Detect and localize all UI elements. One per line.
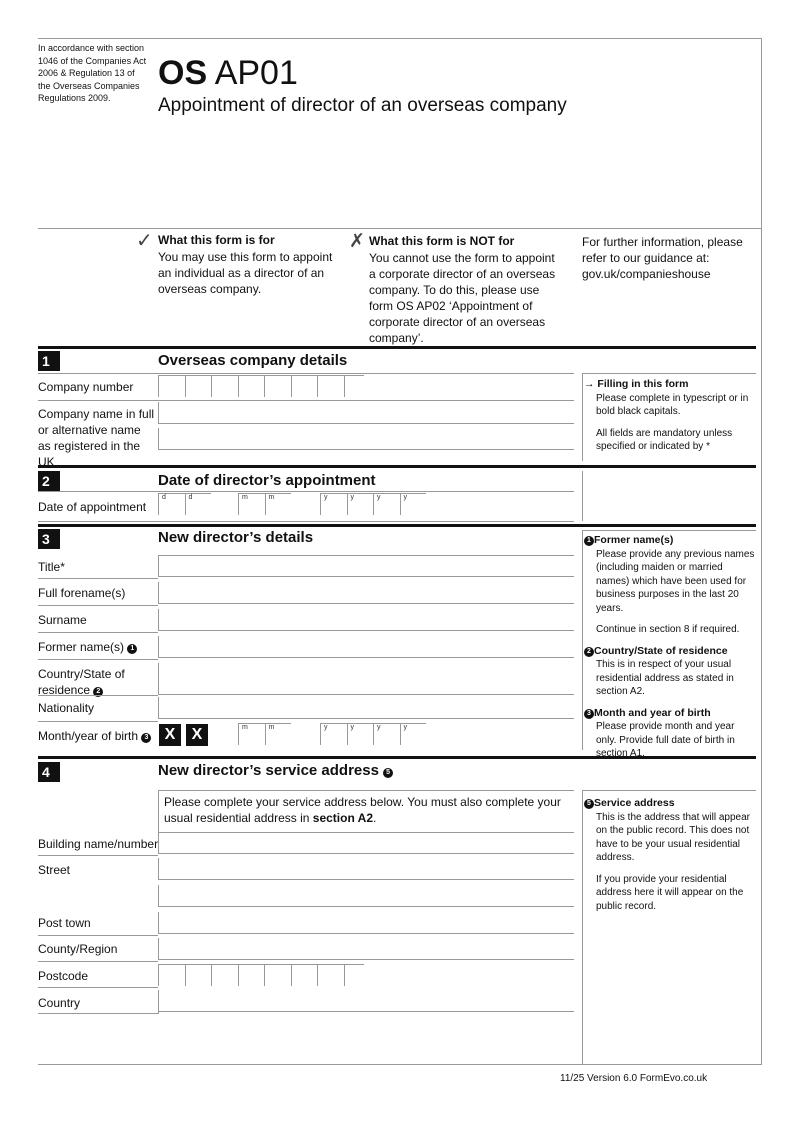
form-title: Appointment of director of an overseas company xyxy=(158,95,567,116)
section-2-number: 2 xyxy=(38,471,60,491)
note-service-text-1: This is the address that will appear on the public record. This does not have to be your usual residential address. xyxy=(596,811,750,863)
not-for-text: You cannot use the form to appoint a corporate director of an overseas company. To do this, please use form OS AP02 ‘Appointment of corporate director of an overseas company’. xyxy=(369,251,556,345)
arrow-icon: → xyxy=(584,378,598,390)
filling-in-note xyxy=(584,378,756,454)
former-names-label: Former name(s) 1 xyxy=(38,639,137,655)
note-former-text: Please provide any previous names (including maiden or married names) which have been used for business purposes in the last 20 years. xyxy=(596,548,755,614)
cross-icon: ✗ xyxy=(349,231,365,252)
post-town-label: Post town xyxy=(38,916,91,930)
note-former-heading: Former name(s) xyxy=(594,534,674,546)
company-name-field-2[interactable] xyxy=(158,428,574,450)
section-3-number: 3 xyxy=(38,529,60,549)
post-town-field[interactable] xyxy=(158,912,574,934)
building-field[interactable] xyxy=(158,832,574,854)
dob-label: Month/year of birth 3 xyxy=(38,728,151,744)
dob-day-mask-2: X xyxy=(186,724,208,746)
forenames-field[interactable] xyxy=(158,582,574,604)
section-1-number: 1 xyxy=(38,351,60,371)
note-country-heading: Country/State of residence xyxy=(594,644,728,657)
what-for-text: You may use this form to appoint an individual as a director of an overseas company. xyxy=(158,250,333,296)
section-2-title: Date of director’s appointment xyxy=(158,472,376,489)
footnote-5-note-icon: 5 xyxy=(584,799,594,809)
section-3-notes xyxy=(584,534,756,761)
postcode-label: Postcode xyxy=(38,969,89,983)
dob-day-mask-1: X xyxy=(159,724,181,746)
filling-in-text-1: Please complete in typescript or in bold black capitals. xyxy=(596,392,749,417)
legal-reference: In accordance with section 1046 of the Companies Act 2006 & Regulation 13 of the Overseas Companies Regulations 2009. xyxy=(38,43,147,103)
info-box xyxy=(582,234,752,282)
title-field[interactable] xyxy=(158,555,574,577)
country-field[interactable] xyxy=(158,990,574,1012)
company-number-label: Company number xyxy=(38,380,134,394)
check-icon: ✓ xyxy=(136,230,153,252)
surname-field[interactable] xyxy=(158,609,574,631)
postcode-input[interactable] xyxy=(158,964,364,986)
footnote-3-icon: 3 xyxy=(141,733,151,743)
section-4-title: New director’s service address 5 xyxy=(158,762,393,779)
footnote-1-icon: 1 xyxy=(127,644,137,654)
form-number: AP01 xyxy=(214,54,298,92)
footnote-2-note-icon: 2 xyxy=(584,647,594,657)
service-address-note xyxy=(584,797,756,913)
nationality-field[interactable] xyxy=(158,697,574,719)
service-address-instruction: Please complete your service address below. You must also complete your usual residential address in section A2. xyxy=(164,795,561,825)
note-service-text-2: If you provide your residential address here it will appear on the public record. xyxy=(596,873,744,912)
footnote-1-note-icon: 1 xyxy=(584,536,594,546)
street-field-1[interactable] xyxy=(158,858,574,880)
info-text: For further information, please refer to our guidance at: gov.uk/companieshouse xyxy=(582,235,743,281)
title-label: Title* xyxy=(38,560,65,574)
section-4-number: 4 xyxy=(38,762,60,782)
note-country-text: This is in respect of your usual residential address as stated in section A2. xyxy=(596,659,734,697)
dob-year-input[interactable]: y y y y xyxy=(320,723,426,745)
not-for-heading: What this form is NOT for xyxy=(369,234,515,248)
appointment-date-input[interactable]: d d xyxy=(158,493,211,515)
not-for-box xyxy=(369,234,564,346)
note-former-continue: Continue in section 8 if required. xyxy=(596,624,740,635)
former-names-field[interactable] xyxy=(158,636,574,658)
appointment-year-input[interactable]: y y y y xyxy=(320,493,426,515)
dob-month-input[interactable]: m m xyxy=(238,723,291,745)
county-field[interactable] xyxy=(158,938,574,960)
footnote-2-icon: 2 xyxy=(93,687,103,697)
appointment-date-label: Date of appointment xyxy=(38,500,147,514)
form-prefix: OS xyxy=(158,54,208,92)
note-dob-text: Please provide month and year only. Provide full date of birth in section A1. xyxy=(596,721,735,759)
country-label: Country xyxy=(38,996,81,1010)
filling-in-text-2: All fields are mandatory unless specified or indicated by * xyxy=(596,427,733,452)
footnote-5-icon: 5 xyxy=(383,768,393,778)
nationality-label: Nationality xyxy=(38,701,95,715)
what-for-box xyxy=(158,233,338,297)
company-number-input[interactable] xyxy=(158,375,364,397)
building-label: Building name/number xyxy=(38,837,159,851)
what-for-heading: What this form is for xyxy=(158,233,275,247)
section-1-title: Overseas company details xyxy=(158,352,348,369)
company-name-label: Company name in full or alternative name as registered in the UK xyxy=(38,407,155,469)
company-name-field-1[interactable] xyxy=(158,402,574,424)
footnote-3-note-icon: 3 xyxy=(584,709,594,719)
country-residence-label: Country/State of residence 2 xyxy=(38,667,125,697)
county-label: County/Region xyxy=(38,942,118,956)
note-dob-heading: Month and year of birth xyxy=(594,706,711,719)
filling-in-heading: Filling in this form xyxy=(597,378,689,390)
forenames-label: Full forename(s) xyxy=(38,586,126,600)
street-field-2[interactable] xyxy=(158,885,574,907)
section-3-title: New director’s details xyxy=(158,529,314,546)
note-service-heading: Service address xyxy=(594,797,675,809)
footer-version: 11/25 Version 6.0 FormEvo.co.uk xyxy=(560,1073,708,1084)
surname-label: Surname xyxy=(38,613,87,627)
form-code xyxy=(158,54,298,92)
appointment-month-input[interactable]: m m xyxy=(238,493,291,515)
street-label: Street xyxy=(38,863,71,877)
country-residence-field[interactable] xyxy=(158,663,574,695)
